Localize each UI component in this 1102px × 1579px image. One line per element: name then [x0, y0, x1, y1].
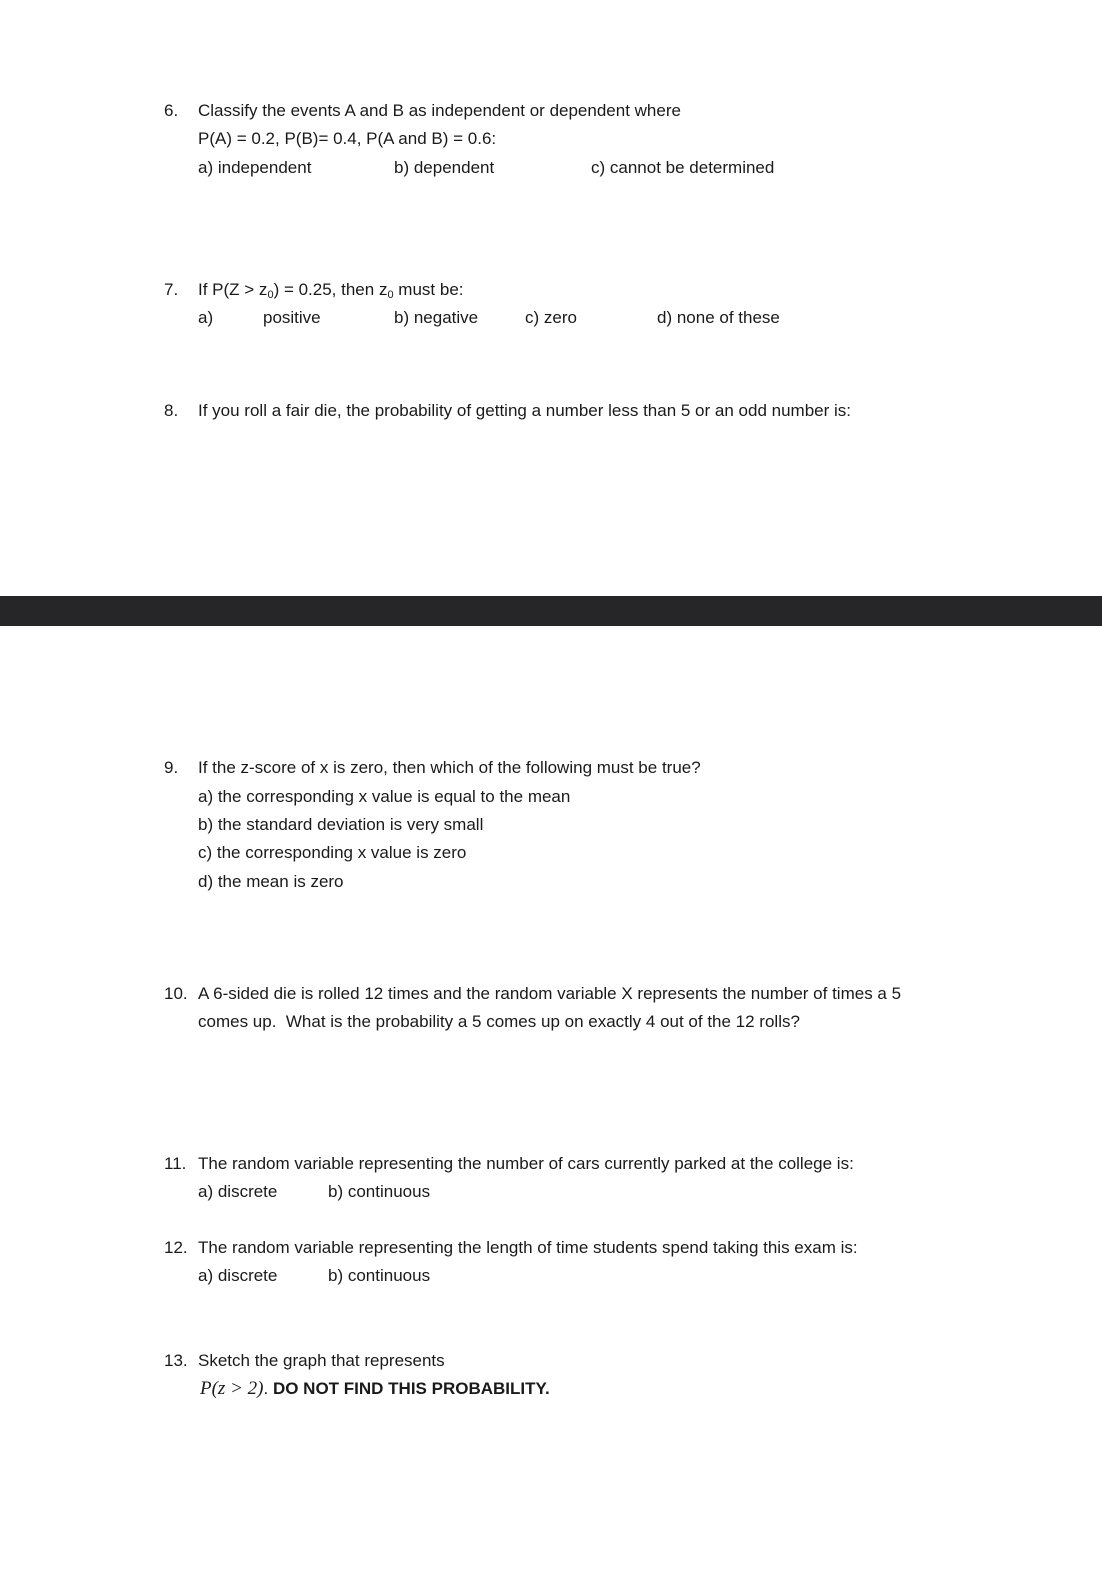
q6-question: Classify the events A and B as independent or dependent where — [198, 101, 681, 120]
q6-given: P(A) = 0.2, P(B)= 0.4, P(A and B) = 0.6: — [198, 129, 497, 148]
q9-choice-a: a) the corresponding x value is equal to the mean — [198, 787, 571, 806]
q9-choice-c: c) the corresponding x value is zero — [198, 843, 467, 862]
q13-number: 13. — [164, 1351, 188, 1370]
q13-question: Sketch the graph that represents — [198, 1351, 445, 1370]
q10-number: 10. — [164, 984, 188, 1003]
q9-question: If the z-score of x is zero, then which of the following must be true? — [198, 758, 701, 777]
q6-choice-a: a) independent — [198, 158, 312, 177]
q11-choice-a: a) discrete — [198, 1182, 278, 1201]
q11-question: The random variable representing the number of cars currently parked at the college is: — [198, 1154, 854, 1173]
q6-choice-c: c) cannot be determined — [591, 158, 775, 177]
page-divider — [0, 596, 1102, 626]
q13-instruction: DO NOT FIND THIS PROBABILITY. — [272, 1379, 550, 1398]
q13-instruction-line: P(z > 2). DO NOT FIND THIS PROBABILITY. — [200, 1378, 550, 1399]
q6-choice-b: b) dependent — [394, 158, 495, 177]
q10-line1: A 6-sided die is rolled 12 times and the random variable X represents the number of times a 5 — [198, 984, 902, 1003]
q9-choice-b: b) the standard deviation is very small — [198, 815, 484, 834]
q7-choice-c: c) zero — [525, 308, 577, 327]
q10-line2: comes up. What is the probability a 5 comes up on exactly 4 out of the 12 rolls? — [198, 1012, 800, 1031]
q7-choice-a-letter: a) — [198, 308, 214, 327]
q9-number: 9. — [164, 758, 179, 777]
q12-number: 12. — [164, 1238, 188, 1257]
q7-choice-d: d) none of these — [657, 308, 780, 327]
q6-number: 6. — [164, 101, 179, 120]
q8-number: 8. — [164, 401, 179, 420]
q7-choice-a-text: positive — [263, 308, 321, 327]
q12-question: The random variable representing the length of time students spend taking this exam is: — [198, 1238, 858, 1257]
q8-question: If you roll a fair die, the probability of getting a number less than 5 or an odd number is: — [198, 401, 851, 420]
q7-choice-b: b) negative — [394, 308, 479, 327]
q7-question: If $P(Z > z_0) = 0.25$, then $z_0$ must be: — [198, 280, 464, 301]
q12-choice-a: a) discrete — [198, 1266, 278, 1285]
q13-expression: P(z > 2) — [200, 1378, 264, 1399]
q9-choice-d: d) the mean is zero — [198, 872, 344, 891]
q11-choice-b: b) continuous — [328, 1182, 431, 1201]
q11-number: 11. — [164, 1154, 187, 1173]
q12-choice-b: b) continuous — [328, 1266, 431, 1285]
q7-number: 7. — [164, 280, 179, 299]
